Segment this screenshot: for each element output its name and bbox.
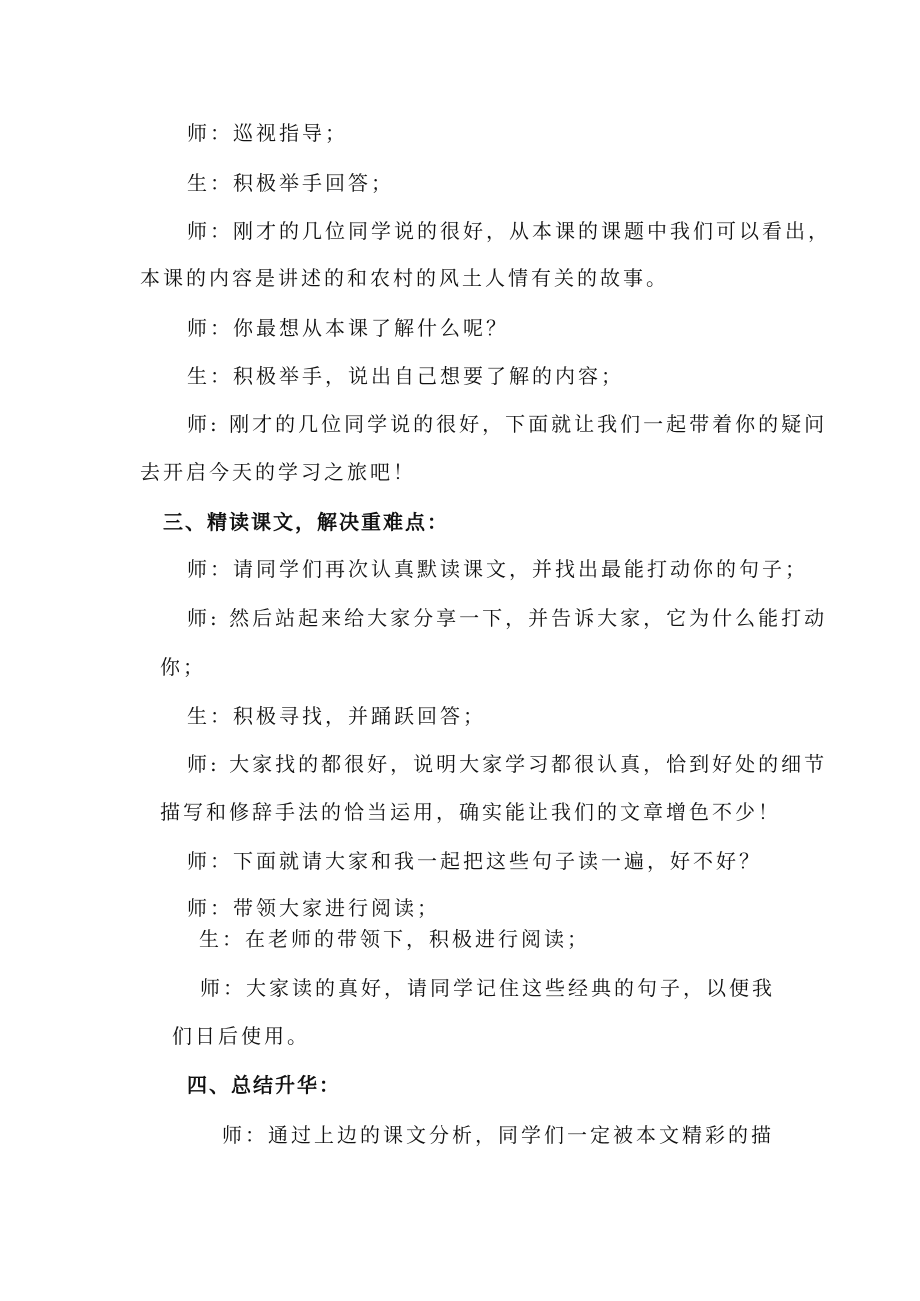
- paragraph-line: 生：积极举手，说出自己想要了解的内容；: [187, 364, 624, 388]
- paragraph-line: 你；: [160, 655, 206, 679]
- paragraph-line: 师：大家读的真好，请同学记住这些经典的句子，以便我: [200, 976, 775, 1000]
- paragraph-line: 描写和修辞手法的恰当运用，确实能让我们的文章增色不少！: [160, 800, 781, 824]
- paragraph-line: 师：刚才的几位同学说的很好，从本课的课题中我们可以看出，: [187, 219, 831, 243]
- paragraph-line: 师: 刚才的几位同学说的很好，下面就让我们一起带着你的疑问: [187, 412, 828, 436]
- paragraph-line: 师：请同学们再次认真默读课文，并找出最能打动你的句子；: [187, 557, 808, 581]
- section-heading: 四、总结升华：: [187, 1073, 341, 1097]
- paragraph-line: 师：带领大家进行阅读；: [187, 896, 440, 920]
- paragraph-line: 本课的内容是讲述的和农村的风土人情有关的故事。: [140, 266, 669, 290]
- paragraph-line: 生：在老师的带领下，积极进行阅读；: [199, 927, 590, 951]
- paragraph-line: 去开启今天的学习之旅吧！: [140, 460, 416, 484]
- paragraph-line: 师：你最想从本课了解什么呢？: [187, 316, 509, 340]
- paragraph-line: 生：积极举手回答；: [187, 171, 394, 195]
- section-heading: 三、精读课文，解决重难点：: [163, 510, 449, 534]
- paragraph-line: 师: 大家找的都很好，说明大家学习都很认真，恰到好处的细节: [187, 752, 828, 776]
- paragraph-line: 们日后使用。: [172, 1024, 310, 1048]
- paragraph-line: 生：积极寻找，并踊跃回答；: [187, 704, 486, 728]
- paragraph-line: 师：通过上边的课文分析，同学们一定被本文精彩的描: [222, 1123, 774, 1147]
- paragraph-line: 师：下面就请大家和我一起把这些句子读一遍，好不好？: [187, 849, 762, 873]
- paragraph-line: 师：巡视指导；: [187, 121, 348, 145]
- paragraph-line: 师: 然后站起来给大家分享一下，并告诉大家，它为什么能打动: [187, 606, 828, 630]
